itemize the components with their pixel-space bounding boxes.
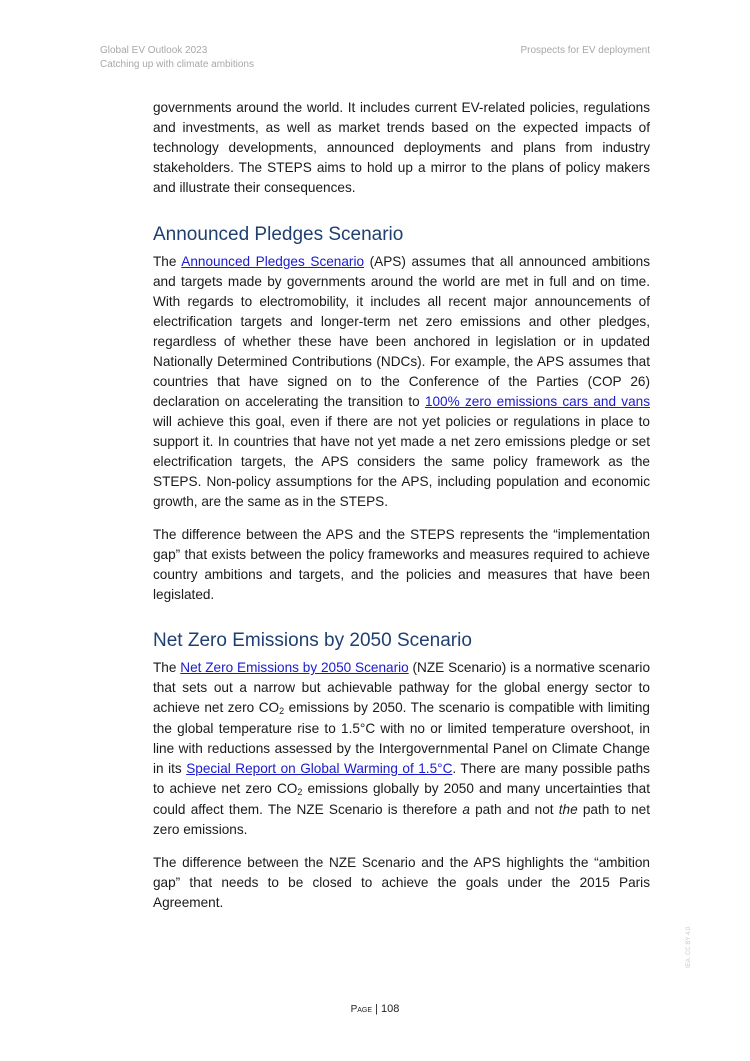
page-number: 108 [381,1003,400,1015]
aps-heading: Announced Pledges Scenario [153,224,404,245]
nze-paragraph-1 [153,658,650,840]
page-footer [0,1003,750,1015]
subscript-2: 2 [279,706,285,716]
nze-paragraph-2: The difference between the NZE Scenario and the APS highlights the “ambition gap” that needs to be closed to achieve the goals under the 2015 Paris Agreement. [153,855,650,910]
page-body [153,98,650,913]
license-note: IEA. CC BY 4.0. [686,925,692,968]
text-span: . There are many possible paths to achieve net zero CO [153,761,650,796]
header-chapter-title: Prospects for EV deployment [520,45,650,56]
page-separator: | [372,1003,382,1015]
header-report-subtitle: Catching up with climate ambitions [100,59,254,70]
page-label: Page [350,1004,373,1015]
text-span: emissions by 2050. The scenario is compatible with limiting the global temperature rise to 1.5°C with no or limited temperature overshoot, in line with reductions assessed by the Intergovernmental Panel on Climate Change in its [153,700,650,776]
text-span: will achieve this goal, even if there are not yet policies or regulations in place to support it. In countries that have not yet made a net zero emissions pledge or set electrification targets, the APS considers the same policy framework as the STEPS. Non-policy assumptions for the APS, including population and economic growth, are the same as in the STEPS. [153,414,650,509]
text-span: (APS) assumes that all announced ambitions and targets made by governments around the world are met in full and on time. With regards to electromobility, it includes all recent major announcements of electrification targets and longer-term net zero emissions and other pledges, regardless of whether these have been anchored in legislation or in updated Nationally Determined Contributions (NDCs). For example, the APS assumes that countries that have signed on to the Conference of the Parties (COP 26) declaration on accelerating the transition to [153,254,651,409]
text-span: path and not [469,802,559,817]
nze-link[interactable]: Net Zero Emissions by 2050 Scenario [180,660,409,675]
text-span: emissions globally by 2050 and many uncertainties that could affect them. The NZE Scenario is therefore [153,781,650,817]
header-report-title: Global EV Outlook 2023 [100,45,208,56]
text-span: The [153,254,182,269]
emphasis-the: the [558,802,578,817]
aps-paragraph-2: The difference between the APS and the STEPS represents the “implementation gap” that exists between the policy frameworks and measures required to achieve country ambitions and targets, and the policies and measures that have been legislated. [153,527,650,602]
emphasis-a: a [462,802,470,817]
running-header-left [100,44,254,72]
ipcc-special-report-link[interactable]: Special Report on Global Warming of 1.5°C [186,761,453,776]
nze-heading: Net Zero Emissions by 2050 Scenario [153,630,472,651]
intro-paragraph: governments around the world. It includes current EV-related policies, regulations and investments, as well as market trends based on the expected impacts of technology developments, announced deployments and plans from industry stakeholders. The STEPS aims to hold up a mirror to the plans of policy makers and illustrate their consequences. [153,100,650,195]
text-span: The [153,660,181,675]
subscript-2: 2 [297,787,303,797]
aps-link[interactable]: Announced Pledges Scenario [181,254,365,269]
text-span: (NZE Scenario) is a normative scenario that sets out a narrow but achievable pathway for the global energy sector to achieve net zero CO [153,660,651,715]
aps-paragraph-1 [153,252,650,512]
zero-emission-vehicles-link[interactable]: 100% zero emissions cars and vans [424,394,651,409]
text-span: path to net zero emissions. [153,802,650,837]
